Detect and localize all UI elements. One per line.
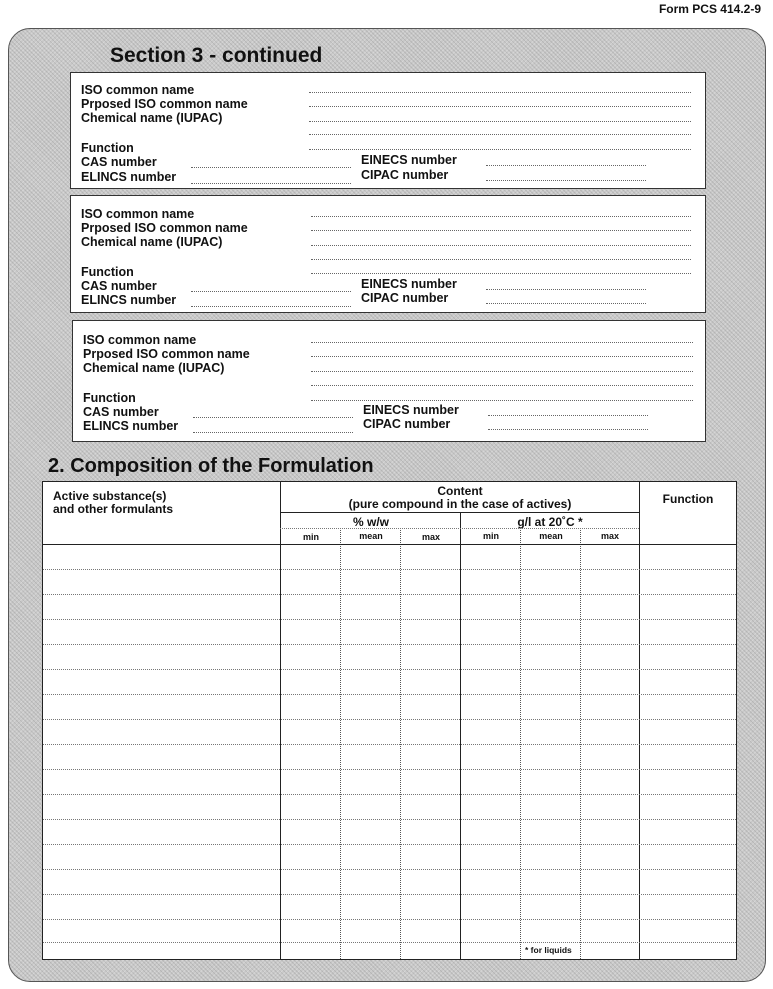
cas-number-field[interactable] <box>191 167 351 168</box>
iso-name-field[interactable] <box>309 92 691 93</box>
chemical-name-field-2[interactable] <box>311 259 691 260</box>
chemical-name-field[interactable] <box>311 371 693 372</box>
row-line <box>43 894 736 895</box>
function-field[interactable] <box>309 149 691 150</box>
proposed-iso-name-label: Prposed ISO common name <box>81 221 248 235</box>
sub-min-gl: min <box>482 531 499 541</box>
function-field[interactable] <box>311 400 693 401</box>
chemical-name-label: Chemical name (IUPAC) <box>81 235 223 249</box>
proposed-name-field[interactable] <box>311 230 691 231</box>
chemical-name-field-2[interactable] <box>311 385 693 386</box>
elincs-number-label: ELINCS number <box>81 293 177 307</box>
col-header-substance-1: Active substance(s) <box>53 489 167 503</box>
col-header-ww: % w/w <box>352 515 389 529</box>
iso-common-name-label: ISO common name <box>81 83 195 97</box>
row-line <box>43 844 736 845</box>
proposed-name-field[interactable] <box>309 106 691 107</box>
row-line <box>43 769 736 770</box>
elincs-number-field[interactable] <box>191 306 351 307</box>
substance-block-3 <box>72 320 706 442</box>
row-line <box>43 794 736 795</box>
row-line <box>43 719 736 720</box>
section-title: Section 3 - continued <box>110 44 323 67</box>
einecs-number-label: EINECS number <box>361 153 457 167</box>
chemical-name-field[interactable] <box>311 245 691 246</box>
col-header-function: Function <box>662 492 714 506</box>
substance-block-2 <box>70 195 706 313</box>
elincs-number-label: ELINCS number <box>83 419 179 433</box>
composition-title: 2. Composition of the Formulation <box>48 455 374 477</box>
function-label: Function <box>81 265 134 279</box>
cipac-number-field[interactable] <box>486 180 646 181</box>
row-line <box>43 919 736 920</box>
einecs-number-field[interactable] <box>486 289 646 290</box>
row-line <box>43 819 736 820</box>
composition-table <box>42 481 737 960</box>
function-label: Function <box>83 391 136 405</box>
sub-mean-gl: mean <box>539 531 563 541</box>
proposed-iso-name-label: Prposed ISO common name <box>83 347 250 361</box>
header-line-sub <box>280 528 639 529</box>
col-header-content-1: Content <box>437 484 483 498</box>
row-line <box>43 619 736 620</box>
divider-ww-gl <box>460 512 461 959</box>
row-line <box>43 644 736 645</box>
row-line <box>43 569 736 570</box>
form-id: Form PCS 414.2-9 <box>658 2 761 16</box>
cipac-number-label: CIPAC number <box>361 291 449 305</box>
header-line-bottom <box>43 544 736 545</box>
row-line <box>43 869 736 870</box>
row-line <box>43 694 736 695</box>
cas-number-label: CAS number <box>81 279 157 293</box>
row-line <box>43 594 736 595</box>
cas-number-label: CAS number <box>83 405 159 419</box>
col-header-content-2: (pure compound in the case of actives) <box>348 497 572 511</box>
elincs-number-field[interactable] <box>191 183 351 184</box>
header-line-content <box>280 512 639 513</box>
chemical-name-label: Chemical name (IUPAC) <box>81 111 223 125</box>
cipac-number-field[interactable] <box>486 303 646 304</box>
elincs-number-field[interactable] <box>193 432 353 433</box>
proposed-iso-name-label: Prposed ISO common name <box>81 97 248 111</box>
iso-name-field[interactable] <box>311 342 693 343</box>
cipac-number-field[interactable] <box>488 429 648 430</box>
proposed-name-field[interactable] <box>311 356 693 357</box>
row-line <box>43 669 736 670</box>
substance-block-1 <box>70 72 706 189</box>
row-line <box>43 942 736 943</box>
sub-mean-ww: mean <box>359 531 383 541</box>
row-line <box>43 744 736 745</box>
iso-common-name-label: ISO common name <box>83 333 197 347</box>
iso-name-field[interactable] <box>311 216 691 217</box>
sub-min-ww: min <box>302 532 319 542</box>
elincs-number-label: ELINCS number <box>81 170 177 184</box>
chemical-name-field-2[interactable] <box>309 134 691 135</box>
cas-number-field[interactable] <box>193 417 353 418</box>
iso-common-name-label: ISO common name <box>81 207 195 221</box>
einecs-number-field[interactable] <box>486 165 646 166</box>
function-label: Function <box>81 141 134 155</box>
col-header-substance-2: and other formulants <box>53 502 174 516</box>
divider-substance <box>280 482 281 959</box>
cipac-number-label: CIPAC number <box>361 168 449 182</box>
footnote-liquids: * for liquids <box>525 945 572 955</box>
col-header-gl: g/l at 20˚C * <box>517 515 583 529</box>
cas-number-label: CAS number <box>81 155 157 169</box>
cipac-number-label: CIPAC number <box>363 417 451 431</box>
divider-function <box>639 482 640 959</box>
chemical-name-field[interactable] <box>309 121 691 122</box>
cas-number-field[interactable] <box>191 291 351 292</box>
einecs-number-label: EINECS number <box>363 403 459 417</box>
einecs-number-field[interactable] <box>488 415 648 416</box>
sub-max-ww: max <box>421 532 440 542</box>
einecs-number-label: EINECS number <box>361 277 457 291</box>
chemical-name-label: Chemical name (IUPAC) <box>83 361 225 375</box>
function-field[interactable] <box>311 273 691 274</box>
sub-max-gl: max <box>600 531 619 541</box>
